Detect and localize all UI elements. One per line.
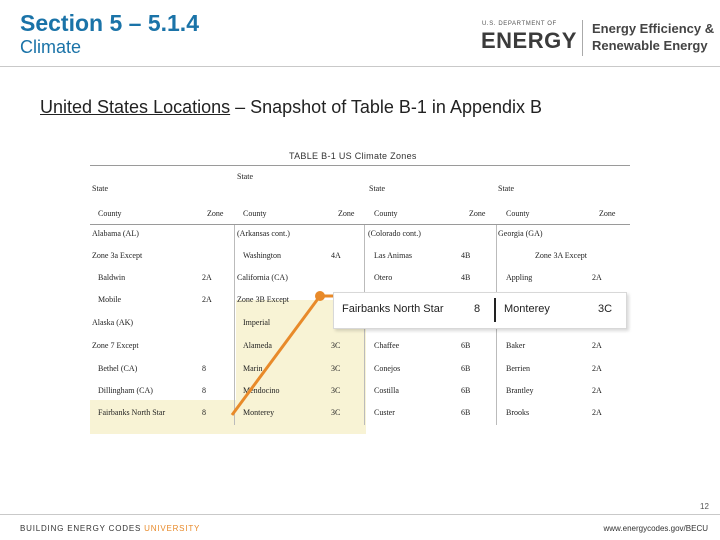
table-cell: 4B bbox=[461, 251, 471, 260]
table-cell: Baker bbox=[506, 341, 526, 350]
table-cell: Fairbanks North Star bbox=[98, 408, 166, 417]
table-cell: Georgia (GA) bbox=[498, 229, 543, 238]
logo-energy-word: ENERGY bbox=[481, 28, 577, 53]
table-cell: Zone 3A Except bbox=[535, 251, 587, 260]
table-cell: Otero bbox=[374, 273, 393, 282]
header-state-2: State bbox=[369, 184, 385, 193]
table-cell: Bethel (CA) bbox=[98, 364, 138, 373]
table-cell: 6B bbox=[461, 386, 471, 395]
heading-rest: – Snapshot of Table B-1 in Appendix B bbox=[230, 97, 543, 117]
table-cell: Appling bbox=[506, 273, 533, 282]
callout-county-2: Monterey bbox=[504, 303, 550, 315]
logo-dept-line: U.S. DEPARTMENT OF bbox=[482, 21, 557, 27]
table-cell: 2A bbox=[592, 408, 602, 417]
table-cell: 6B bbox=[461, 364, 471, 373]
table-cell: 2A bbox=[592, 341, 602, 350]
table-cell: 6B bbox=[461, 408, 471, 417]
table-cell: Custer bbox=[374, 408, 395, 417]
section-subtitle: Climate bbox=[20, 37, 82, 57]
table-cell: Chaffee bbox=[374, 341, 400, 350]
footer-brand-accent: UNIVERSITY bbox=[144, 524, 201, 533]
table-cell: (Arkansas cont.) bbox=[237, 229, 290, 238]
table-cell: 8 bbox=[202, 386, 206, 395]
callout-zone-1: 8 bbox=[474, 303, 481, 315]
header-state-3: State bbox=[498, 184, 514, 193]
connector-line-left bbox=[232, 296, 320, 415]
callout-zone-2: 3C bbox=[598, 303, 613, 315]
table-cell: 3C bbox=[331, 364, 341, 373]
header-county-4: County bbox=[506, 209, 530, 218]
table-cell: 3C bbox=[331, 341, 341, 350]
table-cell: California (CA) bbox=[237, 273, 288, 282]
table-cell: 8 bbox=[202, 364, 206, 373]
header-state-1: State bbox=[92, 184, 108, 193]
table-cell: (Colorado cont.) bbox=[368, 229, 421, 238]
table-cell: 8 bbox=[202, 408, 206, 417]
table-cell: Alaska (AK) bbox=[92, 318, 134, 327]
table-cell: Washington bbox=[243, 251, 282, 260]
header-zone-2: Zone bbox=[338, 209, 355, 218]
footer-url[interactable]: www.energycodes.gov/BECU bbox=[603, 524, 708, 533]
connector-dot bbox=[315, 291, 325, 301]
table-caption: TABLE B-1 US Climate Zones bbox=[289, 151, 417, 161]
table-cell: 2A bbox=[202, 273, 212, 282]
table-cell: Mendocino bbox=[243, 386, 280, 395]
header-zone-1: Zone bbox=[207, 209, 224, 218]
callout-divider bbox=[494, 298, 496, 322]
table-cell: 2A bbox=[592, 364, 602, 373]
header-zone-4: Zone bbox=[599, 209, 616, 218]
heading-underlined: United States Locations bbox=[40, 97, 231, 117]
table-cell: Costilla bbox=[374, 386, 399, 395]
table-cell: Brooks bbox=[506, 408, 530, 417]
table-cell: Brantley bbox=[506, 386, 534, 395]
table-cell: 4B bbox=[461, 273, 471, 282]
table-cell: Berrien bbox=[506, 364, 530, 373]
table-cell: Alameda bbox=[243, 341, 272, 350]
footer-divider bbox=[0, 514, 720, 515]
table-cell: 3C bbox=[331, 386, 341, 395]
table-cell: 2A bbox=[592, 386, 602, 395]
callout-county-1: Fairbanks North Star bbox=[342, 303, 444, 315]
table-cell: 4A bbox=[331, 251, 341, 260]
section-title: Section 5 – 5.1.4 bbox=[20, 10, 199, 36]
table-cell: Zone 7 Except bbox=[92, 341, 139, 350]
header-state-top: State bbox=[237, 172, 253, 181]
table-cell: 3C bbox=[331, 408, 341, 417]
header-county-2: County bbox=[243, 209, 267, 218]
footer-brand-main: BUILDING ENERGY CODES bbox=[20, 524, 145, 533]
zone-callout-box bbox=[333, 292, 627, 329]
header-county-1: County bbox=[98, 209, 122, 218]
page-number: 12 bbox=[700, 502, 709, 511]
table-cell: Monterey bbox=[243, 408, 275, 417]
table-cell: Baldwin bbox=[98, 273, 126, 282]
logo-eere-line2: Renewable Energy bbox=[592, 38, 708, 53]
table-cell: Mobile bbox=[98, 295, 122, 304]
table-cell: Las Animas bbox=[374, 251, 412, 260]
table-cell: Zone 3B Except bbox=[237, 295, 289, 304]
logo-eere-line1: Energy Efficiency & bbox=[592, 21, 715, 36]
table-cell: Alabama (AL) bbox=[92, 229, 139, 238]
table-cell: 2A bbox=[592, 273, 602, 282]
table-cell: Marin bbox=[243, 364, 263, 373]
table-cell: Zone 3a Except bbox=[92, 251, 143, 260]
header-zone-3: Zone bbox=[469, 209, 486, 218]
header-county-3: County bbox=[374, 209, 398, 218]
table-cell: 6B bbox=[461, 341, 471, 350]
footer-brand bbox=[20, 524, 200, 533]
table-cell: Imperial bbox=[243, 318, 271, 327]
table-cell: 2A bbox=[202, 295, 212, 304]
table-cell: Conejos bbox=[374, 364, 401, 373]
table-cell: Dillingham (CA) bbox=[98, 386, 153, 395]
